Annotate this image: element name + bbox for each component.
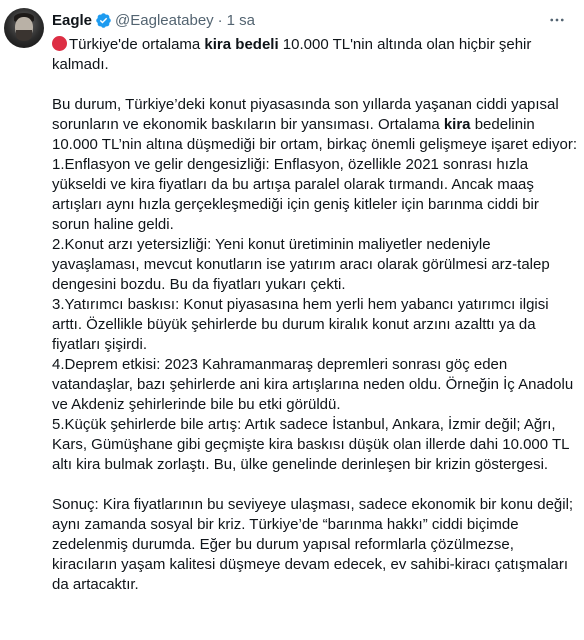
point-earthquake: 4.Deprem etkisi: 2023 Kahramanmaraş depremleri sonrası göç eden vatandaşlar, bazı şehirlerde ani kira artışlarına neden oldu. Örneğin İç Anadolu ve Akdeniz şehirlerinde bile bu etki görüldü. xyxy=(52,356,574,413)
avatar-beard xyxy=(16,30,32,41)
intro-text-end: 10.000 TL'nin altında olan hiçbir şehir kalmadı. xyxy=(52,36,532,73)
context-text-end: bedelinin 10.000 TL’nin altına düşmediği bir ortam, birkaç önemli gelişmeye işaret ediyor: xyxy=(52,116,577,153)
intro-highlight: kira bedeli xyxy=(204,36,279,53)
red-circle-icon xyxy=(52,36,67,51)
paragraph-gap xyxy=(52,75,577,95)
point-inflation: 1.Enflasyon ve gelir dengesizliği: Enflasyon, özellikle 2021 sonrası hızla yükseldi ve kira fiyatları da bu artışa paralel olarak tırmandı. Ancak maaş artışları aynı hızla gerçekleşmediği için geniş kitleler için barınma ciddi bir sorun haline geldi. xyxy=(52,156,539,233)
tweet-intro xyxy=(52,35,577,75)
point-housing-supply: 2.Konut arzı yetersizliği: Yeni konut üretiminin maliyetler nedeniyle yavaşlaması, mevcut konutların ise yatırım aracı olarak görülmesi arz-talep dengesini bozdu. Bu da fiyatları yukarı çekti. xyxy=(52,236,550,293)
separator-dot: · xyxy=(217,11,223,29)
tweet-header xyxy=(52,9,255,31)
tweet-conclusion: Sonuç: Kira fiyatlarının bu seviyeye ulaşması, sadece ekonomik bir konu değil; aynı zamanda sosyal bir kriz. Türkiye’de “barınma hakkı” ciddi biçimde zedelenmiş durumda. Eğer bu durum yapısal reformlarla çözülmezse, kiracıların yaşam kalitesi düşmeye devam edecek, ev sahibi-kiracı çatışmaları da artacaktır. xyxy=(52,496,574,593)
post-timestamp[interactable]: 1 sa xyxy=(226,11,256,29)
tweet-text xyxy=(52,35,577,595)
verified-badge-icon xyxy=(95,12,112,29)
context-text-start: Bu durum, Türkiye’deki konut piyasasında son yıllarda yaşanan ciddi yapısal sorunların ve ekonomik baskıların bir yansıması. Ortalama xyxy=(52,96,559,133)
avatar[interactable] xyxy=(4,8,44,48)
point-investor-pressure: 3.Yatırımcı baskısı: Konut piyasasına hem yerli hem yabancı yatırımcı ilgisi arttı. Özellikle büyük şehirlerde bu durum kiralık konut arzını azalttı ya da fiyatları şişirdi. xyxy=(52,296,549,353)
tweet-context xyxy=(52,95,577,155)
author-display-name[interactable]: Eagle xyxy=(52,11,93,29)
intro-text-start: Türkiye'de ortalama xyxy=(69,36,205,53)
point-small-cities: 5.Küçük şehirlerde bile artış: Artık sadece İstanbul, Ankara, İzmir değil; Ağrı, Kars, Gümüşhane gibi geçmişte kira baskısı düşük olan illerde dahi 10.000 TL altı kira bulmak zorlaştı. Bu, ülke genelinde derinleşen bir krizin göstergesi. xyxy=(52,416,569,473)
paragraph-gap xyxy=(52,475,577,495)
more-options-icon[interactable] xyxy=(545,9,569,31)
context-highlight: kira xyxy=(443,116,471,133)
author-handle[interactable]: @Eagleatabey xyxy=(115,11,214,29)
